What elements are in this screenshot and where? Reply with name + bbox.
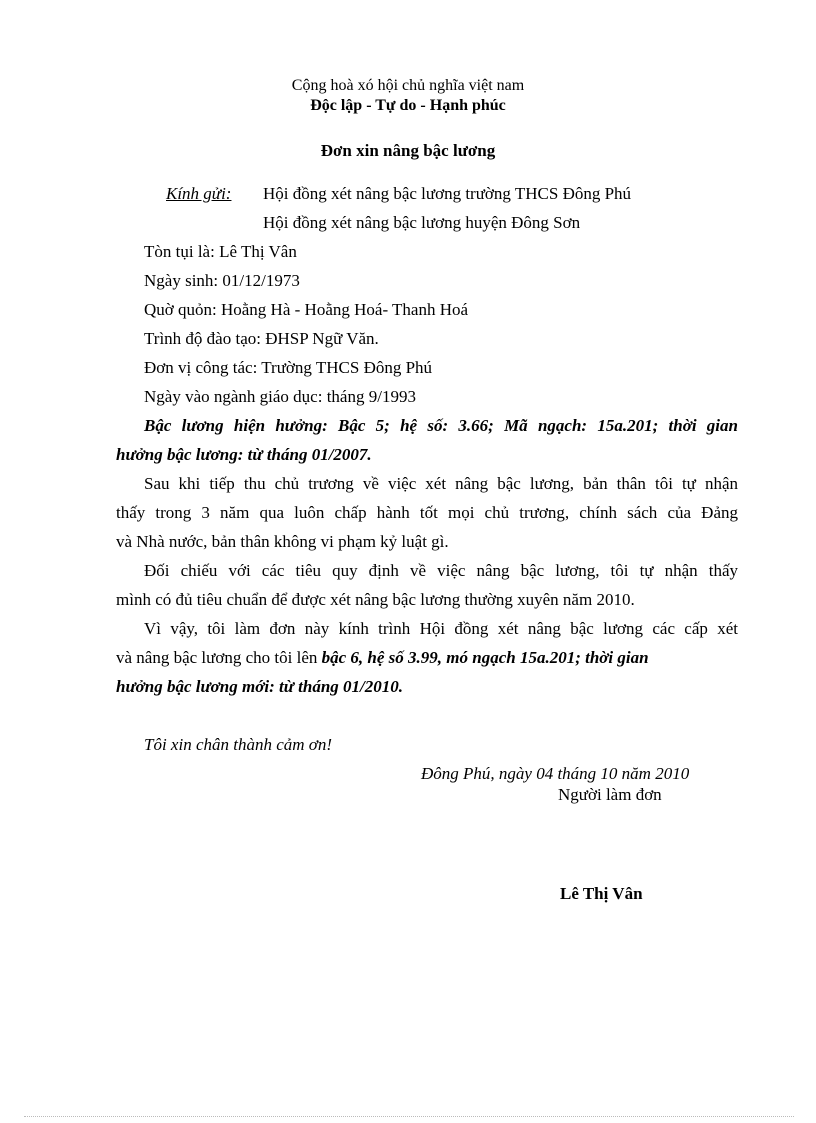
document-title: Đơn xin nâng bậc lương: [320, 141, 496, 160]
paragraph-3-line-2-plain: và nâng bậc lương cho tôi lên: [116, 648, 322, 667]
page-footer-divider: [24, 1116, 794, 1117]
paragraph-3-line-2: [116, 648, 649, 668]
paragraph-2-line-1: Đối chiếu với các tiêu quy định về việc nâng bậc lương, tôi tự nhận thấy: [144, 561, 738, 580]
education-line: Trình độ đào tạo: ĐHSP Ngữ Văn.: [144, 329, 379, 348]
paragraph-1-line-1: Sau khi tiếp thu chủ trương về việc xét nâng bậc lương, bản thân tôi tự nhận: [144, 474, 738, 493]
paragraph-3-line-3: hưởng bậc lương mới: từ tháng 01/2010.: [116, 677, 403, 696]
recipient-line-2: Hội đồng xét nâng bậc lương huyện Đông Sơn: [263, 213, 581, 232]
recipient-label: Kính gửi:: [166, 184, 232, 203]
birth-line: Ngày sinh: 01/12/1973: [144, 271, 300, 290]
current-salary-line-1: Bậc lương hiện hưởng: Bậc 5; hệ số: 3.66; Mã ngạch: 15a.201; thời gian: [144, 416, 738, 435]
motto: Độc lập - Tự do - Hạnh phúc: [310, 97, 506, 114]
place-date: Đông Phú, ngày 04 tháng 10 năm 2010: [421, 764, 690, 783]
recipient-line-1: Hội đồng xét nâng bậc lương trường THCS Đông Phú: [263, 184, 632, 203]
national-title: Cộng hoà xó hội chủ nghĩa việt nam: [291, 77, 525, 94]
paragraph-1-line-2: thấy trong 3 năm qua luôn chấp hành tốt mọi chủ trương, chính sách của Đảng: [116, 503, 738, 522]
new-salary-highlight: bậc 6, hệ số 3.99, mó ngạch 15a.201; thời gian: [321, 648, 649, 667]
current-salary-line-2: hưởng bậc lương: từ tháng 01/2007.: [116, 445, 372, 464]
signer-name: Lê Thị Vân: [560, 884, 643, 903]
workplace-line: Đơn vị công tác: Trường THCS Đông Phú: [144, 358, 433, 377]
name-line: Tòn tụi là: Lê Thị Vân: [144, 242, 297, 261]
hometown-line: Quờ quỏn: Hoằng Hà - Hoằng Hoá- Thanh Hoá: [144, 300, 469, 319]
signer-title: Người làm đơn: [558, 785, 662, 804]
paragraph-1-line-3: và Nhà nước, bản thân không vi phạm kỷ luật gì.: [116, 532, 449, 551]
thanks-line: Tôi xin chân thành cảm ơn!: [144, 735, 333, 754]
paragraph-2-line-2: mình có đủ tiêu chuẩn để được xét nâng bậc lương thường xuyên năm 2010.: [116, 590, 635, 609]
start-date-line: Ngày vào ngành giáo dục: tháng 9/1993: [144, 387, 416, 406]
paragraph-3-line-1: Vì vậy, tôi làm đơn này kính trình Hội đồng xét nâng bậc lương các cấp xét: [144, 619, 738, 638]
